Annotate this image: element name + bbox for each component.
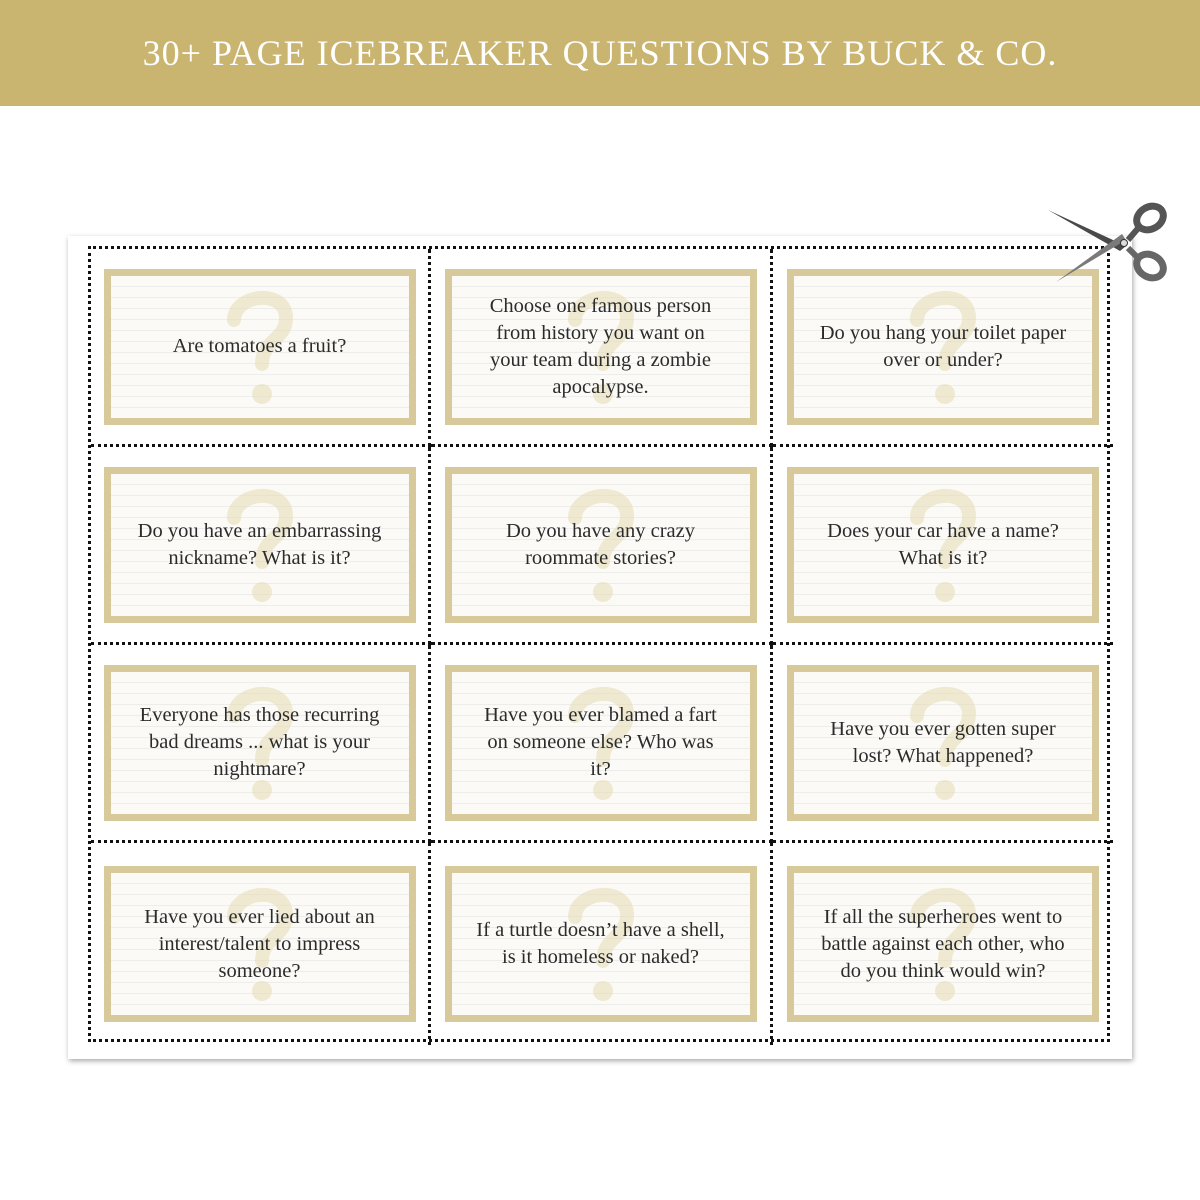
question-card (445, 665, 757, 821)
question-text: Have you ever gotten super lost? What happened? (830, 717, 1056, 767)
question-card (104, 269, 416, 425)
card-cell (773, 645, 1113, 843)
question-text: If a turtle doesn’t have a shell, is it homeless or naked? (476, 919, 725, 968)
question-card (104, 665, 416, 821)
question-card (787, 866, 1099, 1022)
scissors-icon (1040, 196, 1170, 292)
card-cell (431, 843, 773, 1045)
card-cell (431, 447, 773, 645)
card-cell (773, 843, 1113, 1045)
question-card (104, 467, 416, 623)
card-cell (91, 645, 431, 843)
card-cell (773, 447, 1113, 645)
question-card (445, 866, 757, 1022)
header-banner (0, 0, 1200, 106)
question-card (104, 866, 416, 1022)
question-text: Do you have any crazy roommate stories? (506, 519, 695, 569)
question-text: Does your car have a name? What is it? (827, 519, 1059, 569)
printable-sheet (68, 236, 1132, 1059)
question-text: Are tomatoes a fruit? (172, 335, 347, 357)
card-cell (91, 843, 431, 1045)
question-text: Have you ever blamed a fart on someone else? Who was it? (484, 704, 717, 780)
cut-lines-grid (88, 246, 1110, 1042)
question-text: If all the superheroes went to battle against each other, who do you think would win? (821, 905, 1065, 982)
question-text: Have you ever lied about an interest/talent to impress someone? (144, 905, 375, 982)
question-card (445, 269, 757, 425)
card-cell (431, 249, 773, 447)
question-text: Do you have an embarrassing nickname? What is it? (137, 519, 382, 569)
question-text: Choose one famous person from history you want on your team during a zombie apocalypse. (489, 294, 712, 398)
card-cell (431, 645, 773, 843)
page-title: 30+ PAGE ICEBREAKER QUESTIONS BY BUCK & CO. (142, 33, 1058, 73)
question-text: Do you hang your toilet paper over or under? (819, 321, 1067, 371)
question-card (787, 665, 1099, 821)
card-cell (91, 249, 431, 447)
question-card (787, 467, 1099, 623)
card-cell (91, 447, 431, 645)
question-card (445, 467, 757, 623)
question-text: Everyone has those recurring bad dreams ... what is your nightmare? (139, 704, 380, 780)
